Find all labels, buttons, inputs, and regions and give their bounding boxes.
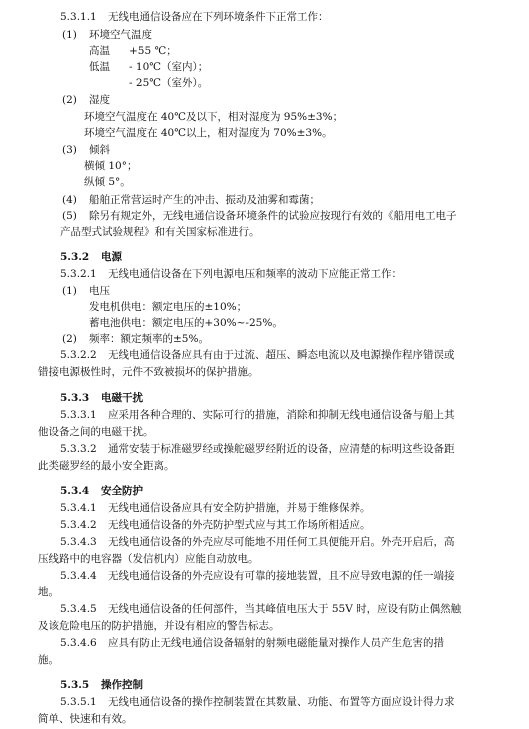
clause-5-3-3-1-line-2: 他设备之间的电磁干扰。 [38,426,154,439]
clause-5-3-4-3-number: 5.3.4.3 [60,535,97,548]
clause-5-3-4-1-text: 无线电通信设备应具有安全防护措施，并易于维修保养。 [108,501,371,514]
clause-5-3-4-2-text: 无线电通信设备的外壳防护型式应与其工作场所相适应。 [108,518,371,531]
clause-5-3-4-2-number: 5.3.4.2 [60,518,97,531]
clause-5-3-4-3-line-1: 无线电通信设备的外壳应尽可能地不用任何工具便能开启。外壳开启后，高 [108,535,455,548]
clause-5-3-5-1-line-1: 无线电通信设备的操作控制装置在其数量、功能、布置等方面应设计得力求 [108,696,455,709]
clause-5-3-2-2-line-2: 错接电源极性时，元件不致被损坏的保护措施。 [38,366,259,379]
tilt-line-1: 横倾 10°； [84,160,138,173]
clause-5-3-4-6-line-2: 施。 [38,654,59,667]
clause-5-3-4-4-line-1: 无线电通信设备的外壳应设有可靠的接地装置，且不应导致电源的任一端接 [108,569,455,582]
clause-5-3-3-1-line-1: 应采用各种合理的、实际可行的措施，消除和抑制无线电通信设备与船上其 [108,409,455,422]
clause-5-3-3-1-number: 5.3.3.1 [60,409,97,422]
item-text-line-2: 产品型式试验规程》和有关国家标准进行。 [60,226,260,239]
clause-5-3-1-1-text: 无线电通信设备应在下列环境条件下正常工作： [108,10,329,23]
clause-5-3-3-2-line-1: 通常安装于标准磁罗经或操舵磁罗经附近的设备，应清楚的标明这些设备距 [108,442,455,455]
clause-5-3-4-4-number: 5.3.4.4 [60,569,97,582]
cold-label: 低温 [89,60,110,73]
item-text: 频率：额定频率的±5%。 [89,333,209,346]
clause-5-3-3-2-number: 5.3.3.2 [60,442,97,455]
clause-5-3-1-1-number: 5.3.1.1 [60,10,97,23]
clause-5-3-4-6-line-1: 应具有防止无线电通信设备辐射的射频电磁能量对操作人员产生危害的措 [108,637,444,650]
clause-5-3-4-5-line-1: 无线电通信设备的任何部件，当其峰值电压大于 55V 时，应设有防止偶然触 [108,603,462,616]
humidity-line-2: 环境空气温度在 40℃以上，相对湿度为 70%±3%。 [84,126,333,139]
tilt-line-2: 纵倾 5°。 [84,176,131,189]
clause-5-3-5-1-number: 5.3.5.1 [60,696,97,709]
clause-5-3-2-1-text: 无线电通信设备在下列电源电压和频率的波动下应能正常工作： [108,268,402,281]
item-number: (4) [62,194,77,207]
item-text: 船舶正常营运时产生的冲击、振动及油雾和霉菌； [89,194,320,207]
clause-5-3-2-2-number: 5.3.2.2 [60,349,97,362]
item-text: 环境空气温度 [89,28,152,41]
section-5-3-3-number: 5.3.3 [60,392,90,405]
section-5-3-4-title: 安全防护 [101,484,143,497]
clause-5-3-4-1-number: 5.3.4.1 [60,501,97,514]
item-text: 电压 [89,285,110,298]
clause-5-3-4-5-line-2: 及该危险电压的防护措施，并设有相应的警告标志。 [38,620,280,633]
hot-label: 高温 [89,44,110,57]
clause-5-3-2-1-number: 5.3.2.1 [60,268,97,281]
section-5-3-2-title: 电源 [101,251,122,264]
battery-supply: 蓄电池供电：额定电压的+30%~-25%。 [89,317,283,330]
clause-5-3-3-2-line-2: 此类磁罗经的最小安全距离。 [38,459,175,472]
cold-value-outdoor: - 25℃（室外）。 [129,76,209,89]
item-text-line-1: 除另有规定外，无线电通信设备环境条件的试验应按现行有效的《船用电工电子 [89,210,457,223]
section-5-3-2-number: 5.3.2 [60,251,90,264]
clause-5-3-2-2-line-1: 无线电通信设备应具有由于过流、超压、瞬态电流以及电源操作程序错误或 [108,349,455,362]
item-text: 倾斜 [89,144,110,157]
section-5-3-3-title: 电磁干扰 [101,392,143,405]
item-number: (3) [62,144,77,157]
item-number: (1) [62,28,77,41]
humidity-line-1: 环境空气温度在 40℃及以下，相对湿度为 95%±3%； [84,110,344,123]
item-number: (2) [62,333,77,346]
generator-supply: 发电机供电：额定电压的±10%； [89,301,248,314]
item-number: (5) [62,210,77,223]
section-5-3-5-number: 5.3.5 [60,679,90,692]
section-5-3-5-title: 操作控制 [101,679,143,692]
item-number: (1) [62,285,77,298]
clause-5-3-4-3-line-2: 压线路中的电容器（发信机内）应能自动放电。 [38,552,259,565]
clause-5-3-4-5-number: 5.3.4.5 [60,603,97,616]
hot-value: +55 ℃； [129,44,177,57]
clause-5-3-5-1-line-2: 简单、快速和有效。 [38,713,133,725]
clause-5-3-4-4-line-2: 地。 [38,586,59,599]
item-number: (2) [62,94,77,107]
cold-value-indoor: - 10℃（室内）； [129,60,209,73]
section-5-3-4-number: 5.3.4 [60,484,90,497]
clause-5-3-4-6-number: 5.3.4.6 [60,637,97,650]
item-text: 湿度 [89,94,110,107]
